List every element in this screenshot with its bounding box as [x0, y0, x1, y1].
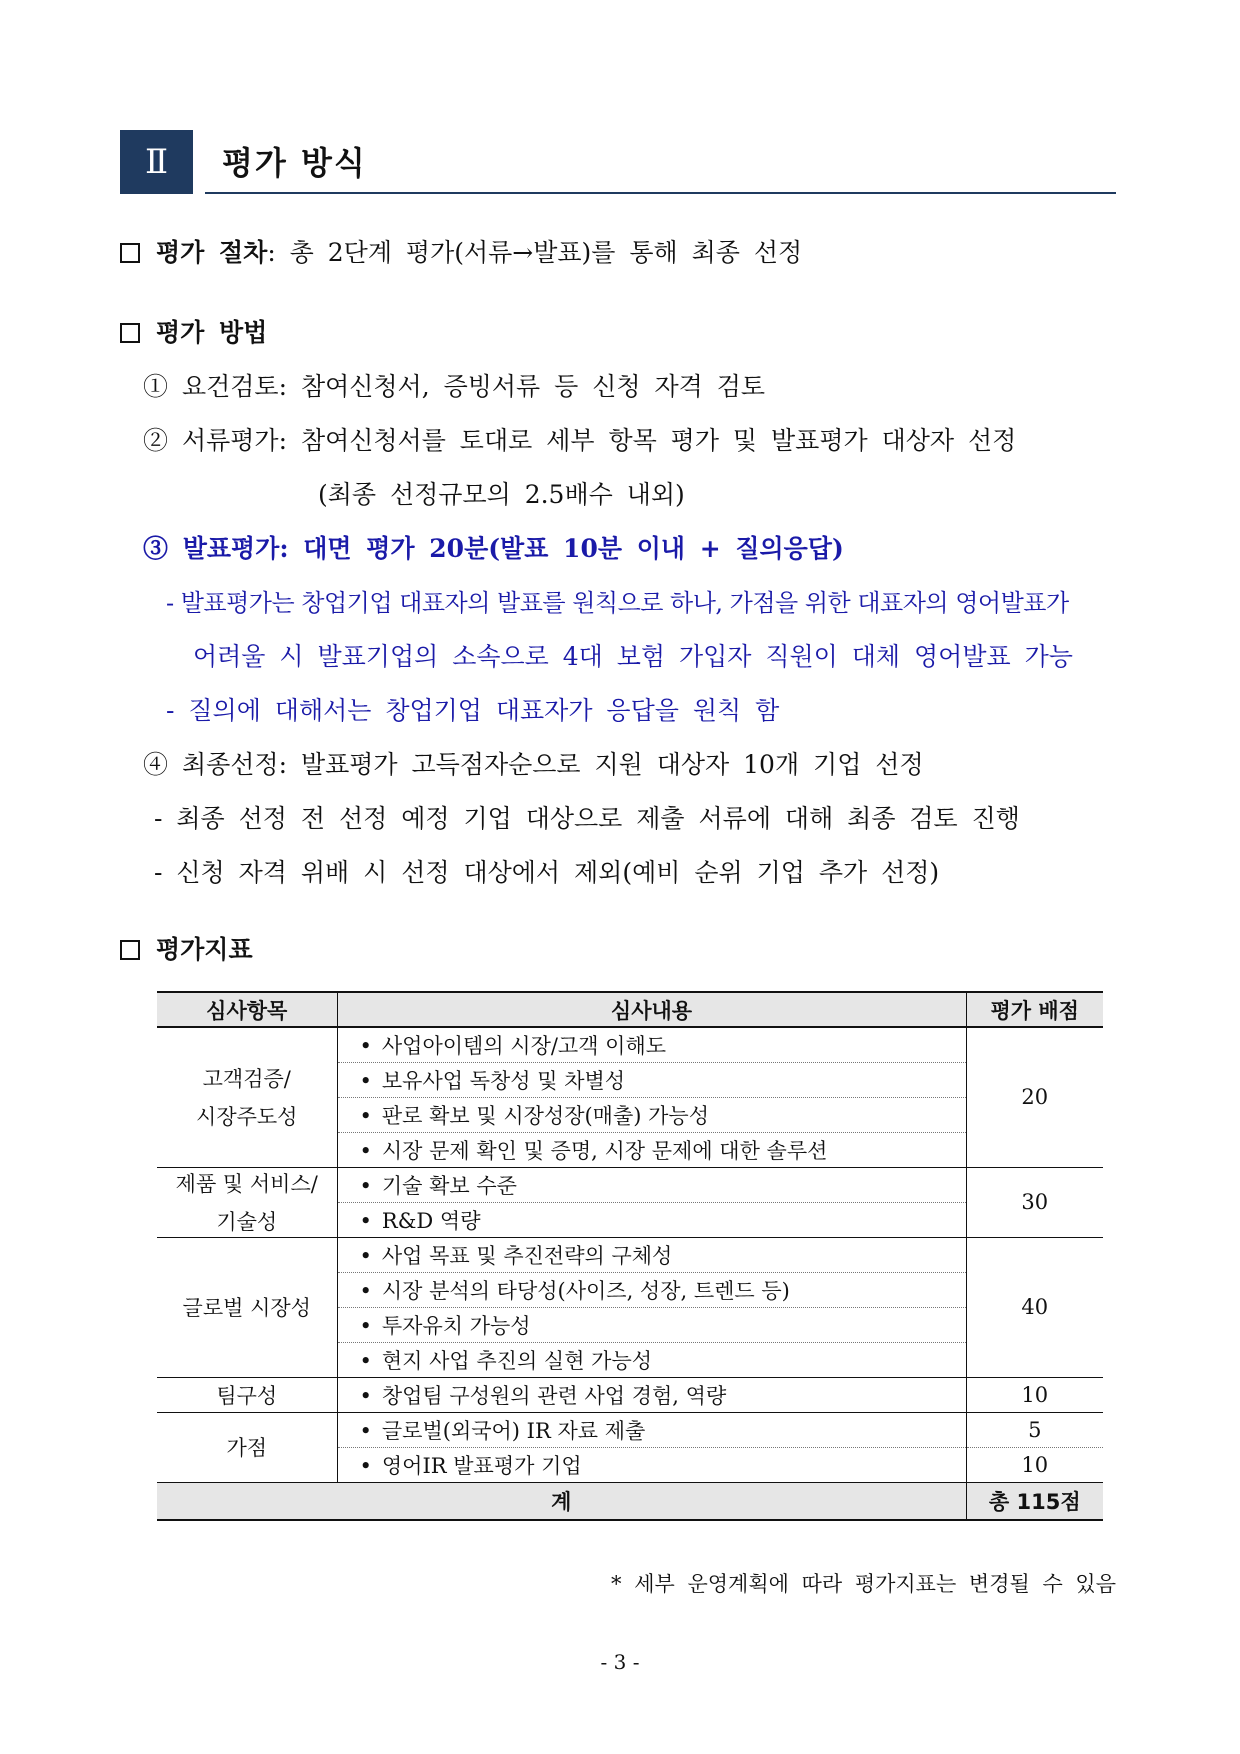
category-name-line: 기술성	[216, 1210, 278, 1234]
method-item-4	[143, 745, 924, 781]
footnote: * 세부 운영계획에 따라 평가지표는 변경될 수 있음	[611, 1572, 1116, 1596]
item-label: 서류평가	[181, 426, 279, 455]
content-cell: • 보유사업 독창성 및 차별성	[337, 1062, 966, 1097]
evaluation-table	[157, 991, 1103, 1521]
header-score: 평가 배점	[966, 992, 1103, 1027]
section-numeral: Ⅱ	[144, 142, 169, 182]
method-item-2-sub: (최종 선정규모의 2.5배수 내외)	[318, 480, 685, 509]
checkbox-square-icon	[120, 323, 140, 343]
section-divider	[205, 192, 1116, 194]
method-item-4-note-1: - 최종 선정 전 선정 예정 기업 대상으로 제출 서류에 대해 최종 검토 진행	[154, 804, 1020, 833]
content-cell: • 판로 확보 및 시장성장(매출) 가능성	[337, 1097, 966, 1132]
item-number: ②	[143, 426, 169, 455]
score-cell: 10	[966, 1377, 1103, 1412]
section-number-box	[120, 130, 193, 194]
header-category: 심사항목	[157, 992, 337, 1027]
checkbox-square-icon	[120, 243, 140, 263]
content-cell: • 사업 목표 및 추진전략의 구체성	[337, 1237, 966, 1272]
category-cell	[157, 1027, 337, 1167]
procedure-text: : 총 2단계 평가(서류→발표)를 통해 최종 선정	[267, 238, 803, 267]
item-number: ③	[143, 534, 169, 563]
indicators-heading-line	[120, 930, 253, 966]
item-text: : 발표평가 고득점자순으로 지원 대상자 10개 기업 선정	[278, 750, 924, 779]
item-label: 요건검토	[181, 372, 279, 401]
item-text: : 대면 평가 20분(발표 10분 이내 + 질의응답)	[279, 534, 844, 563]
table-row	[157, 1377, 1103, 1412]
score-cell: 40	[966, 1237, 1103, 1377]
table-row	[157, 1412, 1103, 1447]
score-cell: 20	[966, 1027, 1103, 1167]
method-item-4-note-2: - 신청 자격 위배 시 선정 대상에서 제외(예비 순위 기업 추가 선정)	[154, 858, 940, 887]
category-cell: 글로벌 시장성	[157, 1237, 337, 1377]
score-cell: 30	[966, 1167, 1103, 1237]
category-name-line: 제품 및 서비스/	[175, 1172, 318, 1196]
indicators-heading: 평가지표	[156, 935, 253, 964]
score-cell: 5	[966, 1412, 1103, 1447]
page-number: - 3 -	[600, 1650, 640, 1674]
item-text: : 참여신청서, 증빙서류 등 신청 자격 검토	[278, 372, 766, 401]
method-item-1	[143, 367, 765, 403]
category-cell	[157, 1167, 337, 1237]
category-cell: 가점	[157, 1412, 337, 1482]
section-title: 평가 방식	[222, 144, 367, 182]
item-number: ④	[143, 750, 169, 779]
table-row	[157, 1027, 1103, 1062]
category-cell: 팀구성	[157, 1377, 337, 1412]
content-cell: • 기술 확보 수준	[337, 1167, 966, 1202]
method-item-3-note-2: - 질의에 대해서는 창업기업 대표자가 응답을 원칙 함	[166, 696, 780, 725]
content-cell: • 영어IR 발표평가 기업	[337, 1447, 966, 1482]
total-row	[157, 1482, 1103, 1520]
content-cell: • 창업팀 구성원의 관련 사업 경험, 역량	[337, 1377, 966, 1412]
category-name-line: 고객검증/	[202, 1067, 291, 1092]
method-item-3-note-1a: - 발표평가는 창업기업 대표자의 발표를 원칙으로 하나, 가점을 위한 대표자의 영어발표가	[166, 589, 1069, 617]
method-heading-line	[120, 313, 267, 349]
content-cell: • 투자유치 가능성	[337, 1307, 966, 1342]
table-row	[157, 1237, 1103, 1272]
content-cell: • R&D 역량	[337, 1202, 966, 1237]
procedure-line	[120, 233, 802, 269]
content-cell: • 시장 분석의 타당성(사이즈, 성장, 트렌드 등)	[337, 1272, 966, 1307]
item-text: : 참여신청서를 토대로 세부 항목 평가 및 발표평가 대상자 선정	[278, 426, 1017, 455]
checkbox-square-icon	[120, 940, 140, 960]
content-cell: • 사업아이템의 시장/고객 이해도	[337, 1027, 966, 1062]
content-cell: • 시장 문제 확인 및 증명, 시장 문제에 대한 솔루션	[337, 1132, 966, 1167]
content-cell: • 글로벌(외국어) IR 자료 제출	[337, 1412, 966, 1447]
method-item-2	[143, 421, 1016, 457]
score-cell: 10	[1021, 1452, 1049, 1477]
method-heading: 평가 방법	[156, 318, 268, 347]
category-name-line: 시장주도성	[196, 1105, 298, 1130]
header-content: 심사내용	[337, 992, 966, 1027]
method-item-3	[143, 529, 844, 565]
content-cell: • 현지 사업 추진의 실현 가능성	[337, 1342, 966, 1377]
item-label: 최종선정	[181, 750, 279, 779]
total-label: 계	[157, 1482, 966, 1520]
item-number: ①	[143, 372, 169, 401]
total-score: 총 115점	[966, 1482, 1103, 1520]
procedure-label: 평가 절차	[156, 238, 268, 267]
item-label: 발표평가	[182, 534, 280, 563]
method-item-3-note-1b: 어려울 시 발표기업의 소속으로 4대 보험 가입자 직원이 대체 영어발표 가능	[193, 642, 1073, 671]
table-header-row	[157, 992, 1103, 1027]
table-row	[157, 1167, 1103, 1202]
